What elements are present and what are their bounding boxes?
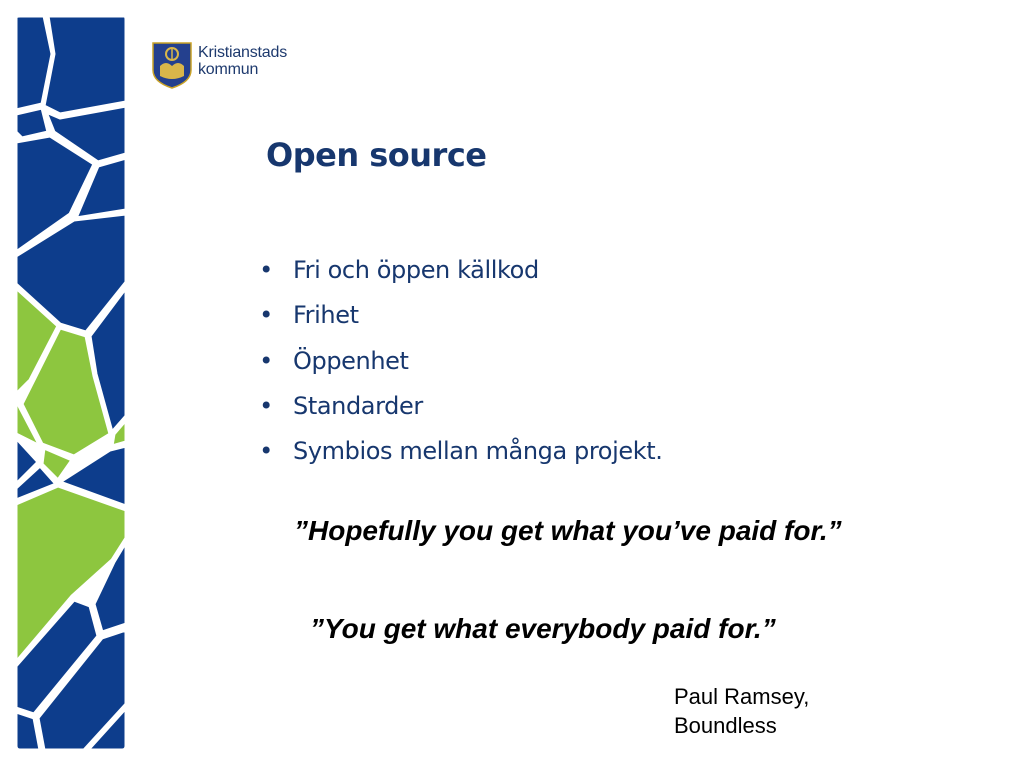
bullet-item xyxy=(256,389,662,434)
logo-line-1: Kristianstads xyxy=(198,44,287,61)
logo-line-2: kommun xyxy=(198,61,259,78)
bullet-item xyxy=(256,344,662,389)
bullet-item xyxy=(256,298,662,343)
bullet-item xyxy=(256,253,662,298)
attribution-org: Boundless xyxy=(674,713,777,738)
quote-attribution xyxy=(674,682,809,740)
bullet-text: Frihet xyxy=(293,301,359,330)
bullet-text: Fri och öppen källkod xyxy=(293,256,539,284)
bullet-icon: • xyxy=(259,346,273,375)
bullet-icon: • xyxy=(259,437,273,466)
quote-2: ”You get what everybody paid for.” xyxy=(310,613,776,644)
bullet-text: Symbios mellan många projekt. xyxy=(293,437,663,466)
bullet-icon: • xyxy=(259,301,273,330)
quote-1: ”Hopefully you get what you’ve paid for.” xyxy=(294,515,842,546)
decorative-mosaic-graphic xyxy=(14,14,128,752)
logo-wordmark xyxy=(198,44,287,78)
bullet-item xyxy=(256,434,662,479)
bullet-list xyxy=(256,253,662,479)
bullet-text: Öppenhet xyxy=(293,346,409,375)
attribution-name: Paul Ramsey, xyxy=(674,684,810,709)
mosaic-tile xyxy=(16,108,48,138)
bullet-icon: • xyxy=(259,391,273,420)
bullet-text: Standarder xyxy=(293,391,423,420)
bullet-icon: • xyxy=(259,256,273,284)
slide-title: Open source xyxy=(266,136,487,174)
mosaic-tile xyxy=(44,16,126,114)
